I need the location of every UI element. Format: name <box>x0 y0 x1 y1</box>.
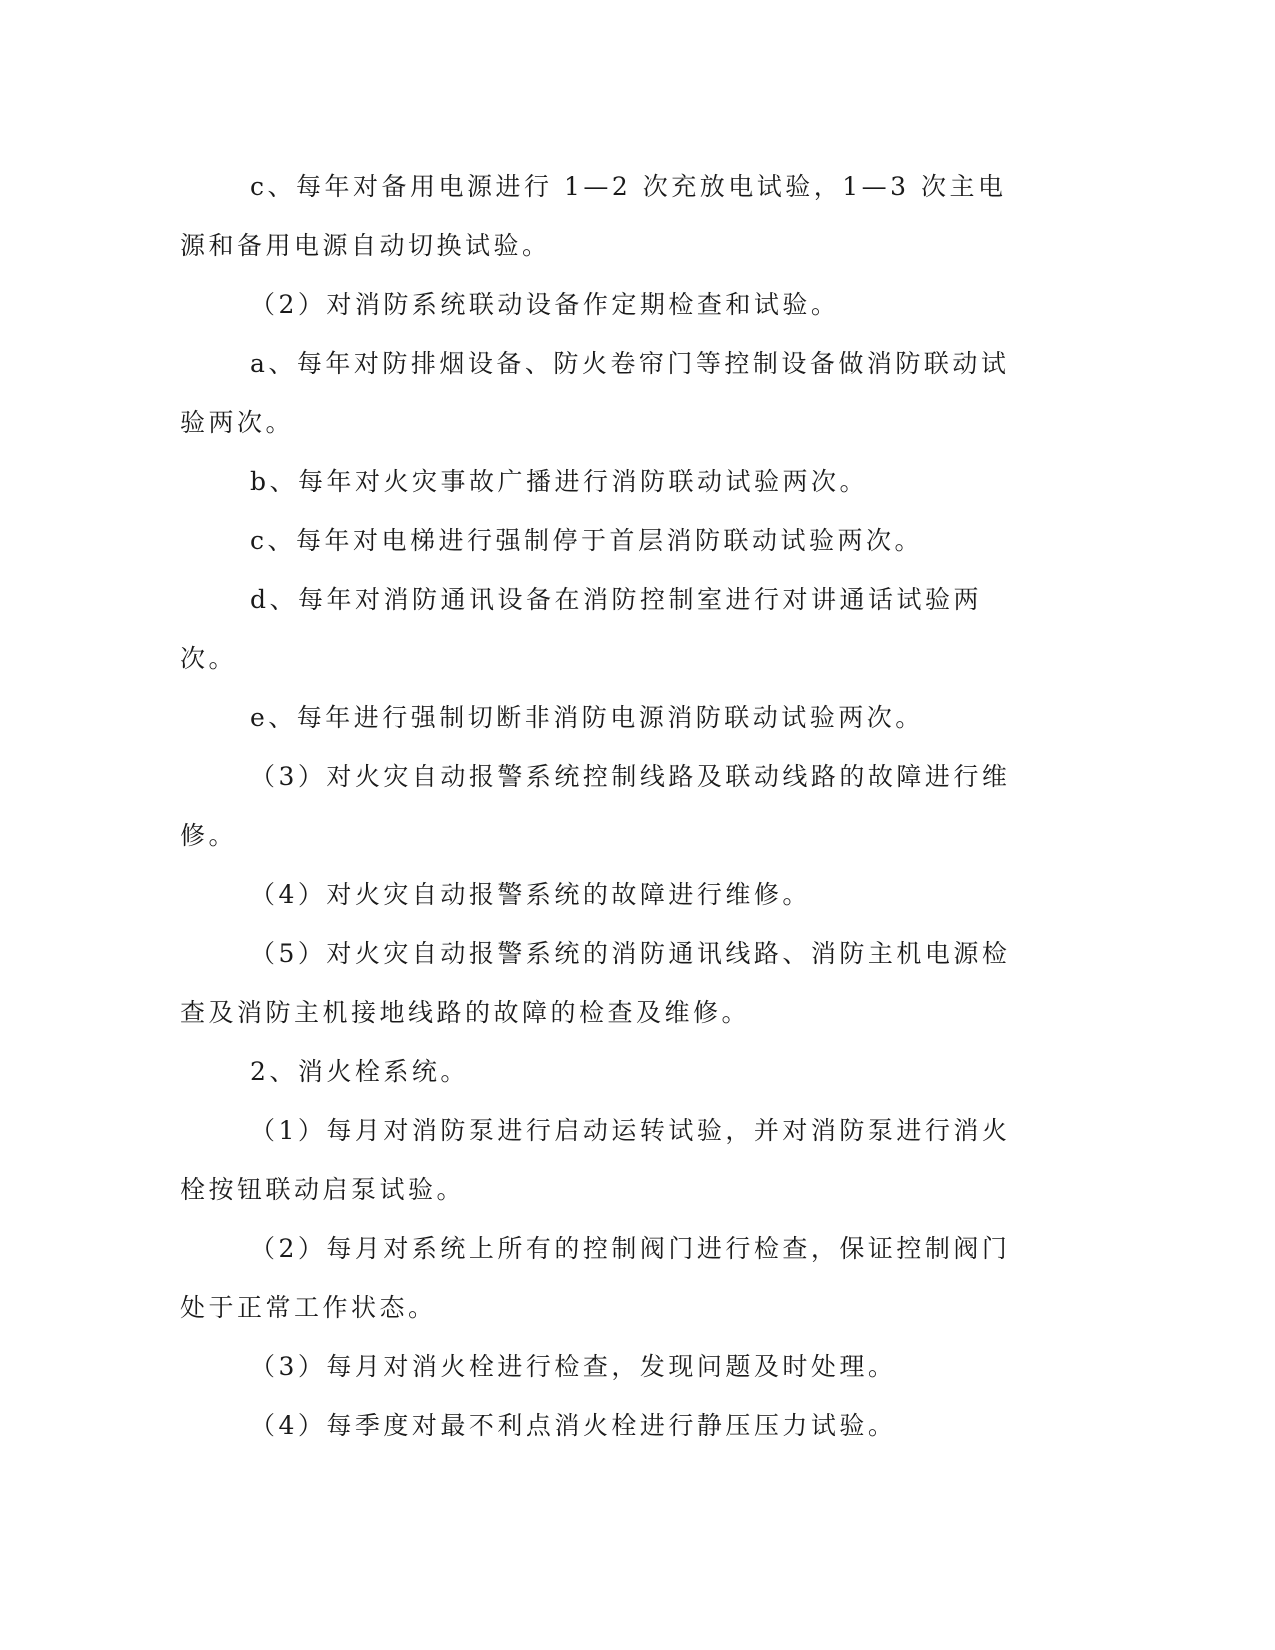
document-body <box>180 157 1030 1455</box>
paragraph-pump-test: （1）每月对消防泵进行启动运转试验，并对消防泵进行消火栓按钮联动启泵试验。 <box>180 1116 1011 1204</box>
paragraph-elevator-test: c、每年对电梯进行强制停于首层消防联动试验两次。 <box>250 526 924 555</box>
paragraph-valve-check: （2）每月对系统上所有的控制阀门进行检查，保证控制阀门处于正常工作状态。 <box>180 1234 1011 1322</box>
paragraph-power-cutoff-test: e、每年进行强制切断非消防电源消防联动试验两次。 <box>250 703 924 732</box>
paragraph-alarm-system-repair: （4）对火灾自动报警系统的故障进行维修。 <box>250 880 811 909</box>
paragraph-intercom-test: d、每年对消防通讯设备在消防控制室进行对讲通话试验两次。 <box>180 585 983 673</box>
paragraph-static-pressure-test: （4）每季度对最不利点消火栓进行静压压力试验。 <box>250 1411 897 1440</box>
paragraph-backup-power-test: c、每年对备用电源进行 1—2 次充放电试验，1—3 次主电源和备用电源自动切换试验。 <box>180 172 1007 260</box>
paragraph-hydrant-system-heading: 2、消火栓系统。 <box>250 1057 469 1086</box>
paragraph-linkage-equipment: （2）对消防系统联动设备作定期检查和试验。 <box>250 290 840 319</box>
paragraph-hydrant-check: （3）每月对消火栓进行检查，发现问题及时处理。 <box>250 1352 897 1381</box>
paragraph-communication-line-check: （5）对火灾自动报警系统的消防通讯线路、消防主机电源检查及消防主机接地线路的故障的检查及维修。 <box>180 939 1011 1027</box>
paragraph-smoke-exhaust-test: a、每年对防排烟设备、防火卷帘门等控制设备做消防联动试验两次。 <box>180 349 1010 437</box>
paragraph-control-line-repair: （3）对火灾自动报警系统控制线路及联动线路的故障进行维修。 <box>180 762 1011 850</box>
paragraph-broadcast-test: b、每年对火灾事故广播进行消防联动试验两次。 <box>250 467 869 496</box>
